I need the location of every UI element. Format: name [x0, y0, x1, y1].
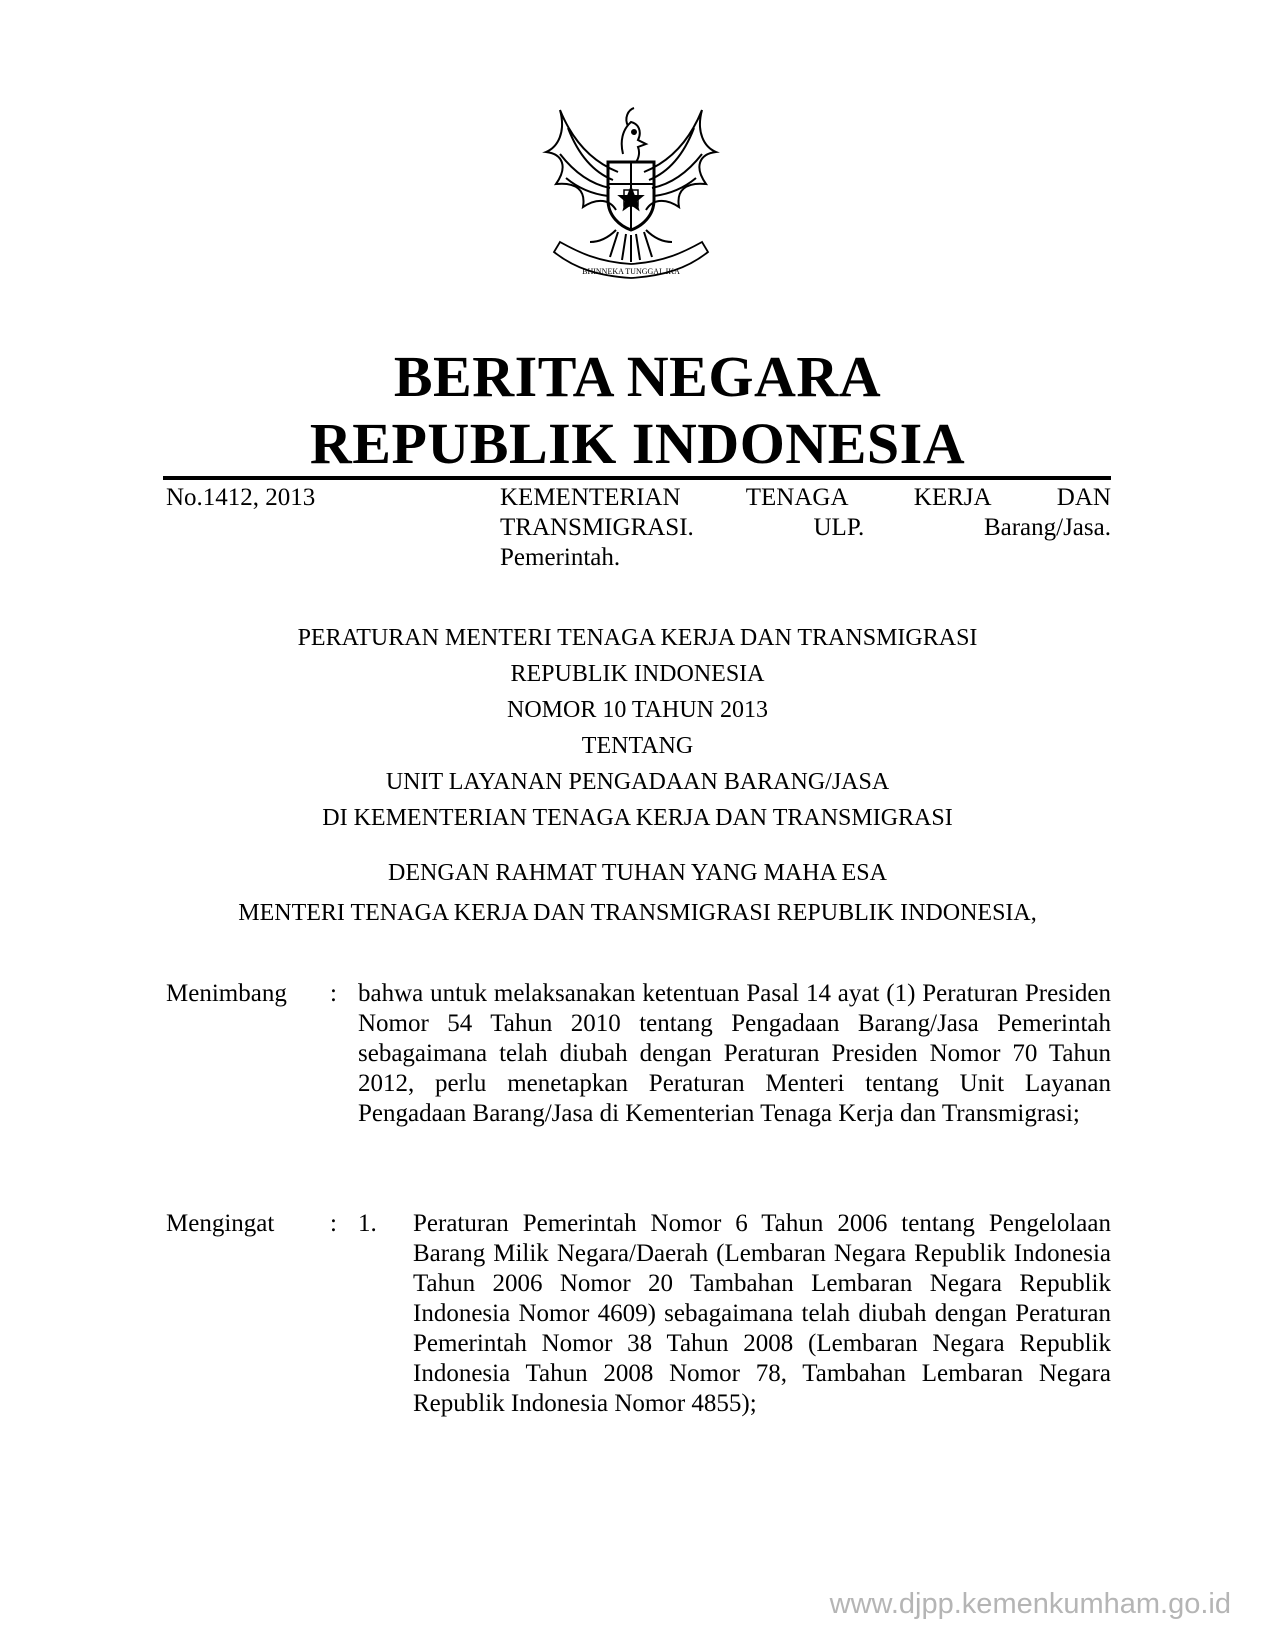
regulation-subject: UNIT LAYANAN PENGADAAN BARANG/JASA: [385, 769, 890, 795]
category-word: TRANSMIGRASI.: [500, 514, 694, 541]
preamble: [160, 855, 1115, 931]
regulation-line: PERATURAN MENTERI TENAGA KERJA DAN TRANSMIGRASI: [297, 625, 978, 651]
category-line-1: [500, 483, 1111, 513]
category-word: DAN: [1056, 484, 1111, 511]
regulation-heading: [160, 620, 1115, 836]
regulation-line: REPUBLIK INDONESIA: [510, 661, 765, 687]
category-word: KEMENTERIAN: [500, 484, 681, 511]
mengingat-item-text: Peraturan Pemerintah Nomor 6 Tahun 2006 tentang Pengelolaan Barang Milik Negara/Daerah (Lembaran Negara Republik Indonesia Tahun 2006 Nomor 20 Tambahan Lembaran Negara Republik Indonesia Nomor 4609) sebagaimana telah diubah dengan Peraturan Pemerintah Nomor 38 Tahun 2008 (Lembaran Negara Republik Indonesia Tahun 2008 Nomor 78, Tambahan Lembaran Negara Republik Indonesia Nomor 4855);: [413, 1210, 1111, 1417]
emblem-motto: BHINNEKA TUNGGAL IKA: [582, 267, 680, 276]
category-word: Barang/Jasa.: [983, 514, 1111, 541]
category-word: KERJA: [913, 484, 992, 511]
page-title-line2: REPUBLIK INDONESIA: [309, 411, 966, 476]
title-divider: [163, 476, 1111, 480]
page-title-line1: BERITA NEGARA: [393, 344, 882, 409]
category-line-2: [500, 513, 1111, 543]
document-category: [500, 483, 1111, 573]
menimbang-colon: :: [330, 980, 337, 1007]
preamble-line: MENTERI TENAGA KERJA DAN TRANSMIGRASI REPUBLIK INDONESIA,: [238, 900, 1037, 926]
category-line-3: Pemerintah.: [500, 544, 621, 571]
category-word: ULP.: [813, 514, 865, 541]
menimbang-label: Menimbang: [166, 980, 287, 1007]
regulation-number: NOMOR 10 TAHUN 2013: [507, 697, 768, 723]
watermark-url: www.djpp.kemenkumham.go.id: [829, 1588, 1231, 1620]
garuda-emblem: [538, 92, 724, 282]
mengingat-label: Mengingat: [166, 1210, 275, 1237]
preamble-line: DENGAN RAHMAT TUHAN YANG MAHA ESA: [388, 860, 887, 886]
mengingat-item-number: 1.: [358, 1210, 377, 1237]
category-word: TENAGA: [745, 484, 849, 511]
regulation-line: TENTANG: [581, 733, 694, 759]
document-number: No.1412, 2013: [166, 484, 316, 511]
menimbang-text: bahwa untuk melaksanakan ketentuan Pasal 14 ayat (1) Peraturan Presiden Nomor 54 Tahun 2010 tentang Pengadaan Barang/Jasa Pemerintah sebagaimana telah diubah dengan Peraturan Presiden Nomor 70 Tahun 2012, perlu menetapkan Peraturan Menteri tentang Unit Layanan Pengadaan Barang/Jasa di Kementerian Tenaga Kerja dan Transmigrasi;: [358, 980, 1111, 1127]
regulation-subject: DI KEMENTERIAN TENAGA KERJA DAN TRANSMIGRASI: [322, 805, 953, 831]
mengingat-colon: :: [330, 1210, 337, 1237]
